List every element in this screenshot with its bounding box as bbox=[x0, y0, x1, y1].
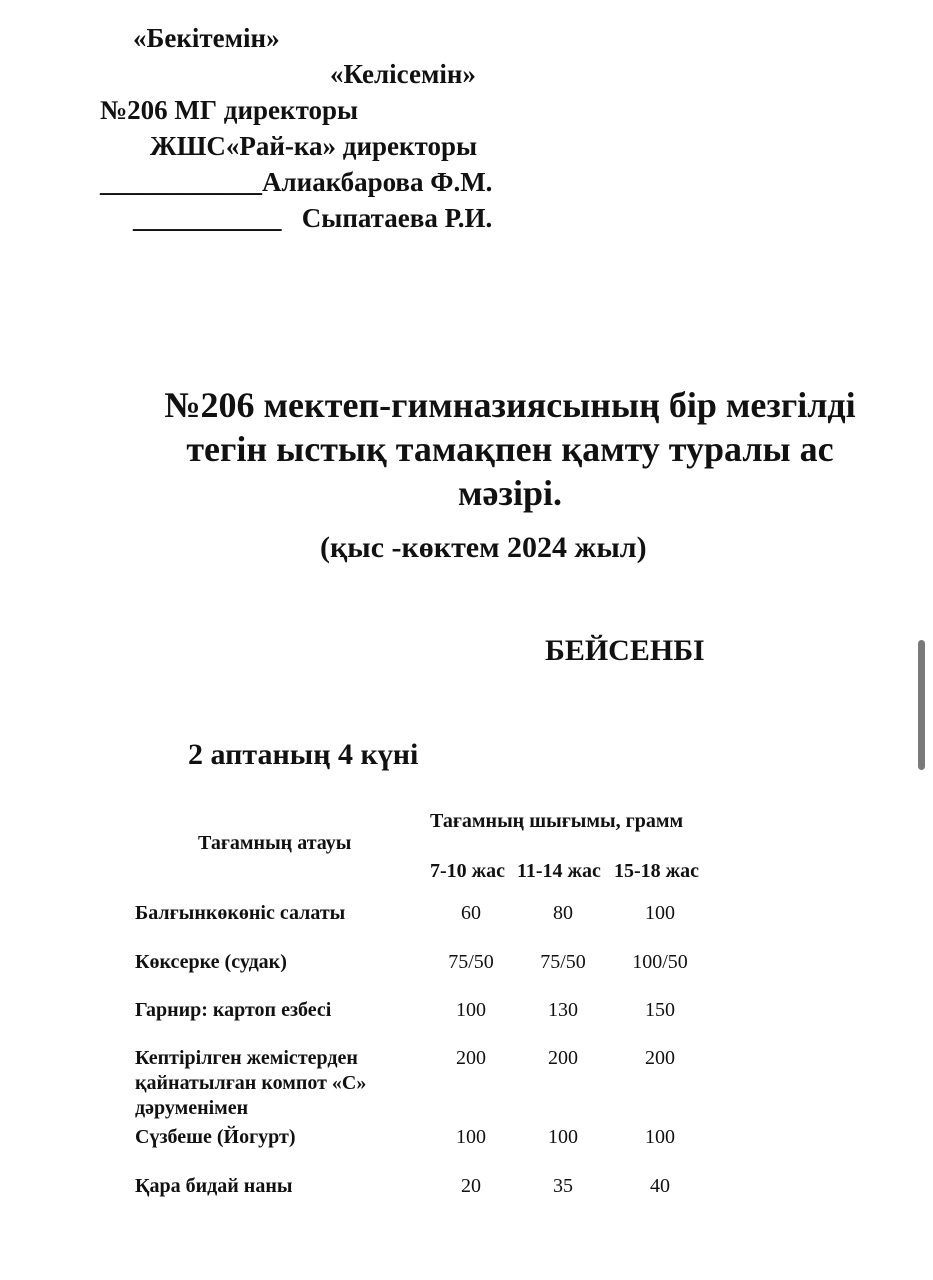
age-group-header-3: 15-18 жас bbox=[614, 860, 700, 882]
portion-value: 20 bbox=[461, 1175, 481, 1197]
portion-value: 75/50 bbox=[540, 951, 586, 973]
dish-name-header: Тағамның атауы bbox=[198, 832, 352, 854]
portion-value: 100/50 bbox=[632, 951, 688, 973]
document-title bbox=[110, 383, 910, 515]
season-subtitle: (қыс -көктем 2024 жыл) bbox=[320, 531, 647, 564]
dish-name: Қара бидай наны bbox=[135, 1175, 293, 1197]
age-group-header-2: 11-14 жас bbox=[517, 860, 601, 882]
dish-name: Гарнир: картоп езбесі bbox=[135, 999, 332, 1021]
portion-value: 150 bbox=[645, 999, 675, 1021]
portion-value: 100 bbox=[645, 902, 675, 924]
portion-value: 60 bbox=[461, 902, 481, 924]
day-heading: БЕЙСЕНБІ bbox=[545, 634, 705, 667]
age-group-header-1: 7-10 жас bbox=[430, 860, 506, 882]
signer2-line: ___________ Сыпатаева Р.И. bbox=[133, 203, 493, 233]
week-day-heading: 2 аптаның 4 күні bbox=[188, 738, 419, 771]
portion-value: 100 bbox=[456, 1126, 486, 1148]
company-director-label: ЖШС«Рай-ка» директоры bbox=[150, 131, 478, 161]
dish-name: Көксерке (судак) bbox=[135, 951, 287, 973]
portion-value: 35 bbox=[553, 1175, 573, 1197]
portion-value: 100 bbox=[548, 1126, 578, 1148]
portion-value: 200 bbox=[548, 1047, 578, 1069]
title-line-3: мәзірі. bbox=[458, 473, 562, 513]
agree-label: «Келісемін» bbox=[330, 59, 476, 89]
title-line-2: тегін ыстық тамақпен қамту туралы ас bbox=[186, 429, 834, 469]
portion-value: 100 bbox=[645, 1126, 675, 1148]
title-line-1: №206 мектеп-гимназиясының бір мезгілді bbox=[164, 385, 856, 425]
dish-name: Кептірілген жемістерден қайнатылған компот «С» дәруменімен bbox=[135, 1047, 367, 1119]
portion-value: 75/50 bbox=[448, 951, 494, 973]
portion-value: 100 bbox=[456, 999, 486, 1021]
vertical-scrollbar[interactable] bbox=[918, 640, 925, 770]
school-director-label: №206 МГ директоры bbox=[100, 95, 359, 125]
yield-header: Тағамның шығымы, грамм bbox=[430, 810, 684, 832]
portion-value: 200 bbox=[645, 1047, 675, 1069]
portion-value: 130 bbox=[548, 999, 578, 1021]
dish-name: Сүзбеше (Йогурт) bbox=[135, 1126, 296, 1148]
portion-value: 80 bbox=[553, 902, 573, 924]
portion-value: 40 bbox=[650, 1175, 670, 1197]
dish-name: Балғынкөкөніс салаты bbox=[135, 902, 346, 924]
portion-value: 200 bbox=[456, 1047, 486, 1069]
approve-label: «Бекітемін» bbox=[133, 23, 280, 53]
signer1-line: ____________Алиакбарова Ф.М. bbox=[100, 167, 493, 197]
